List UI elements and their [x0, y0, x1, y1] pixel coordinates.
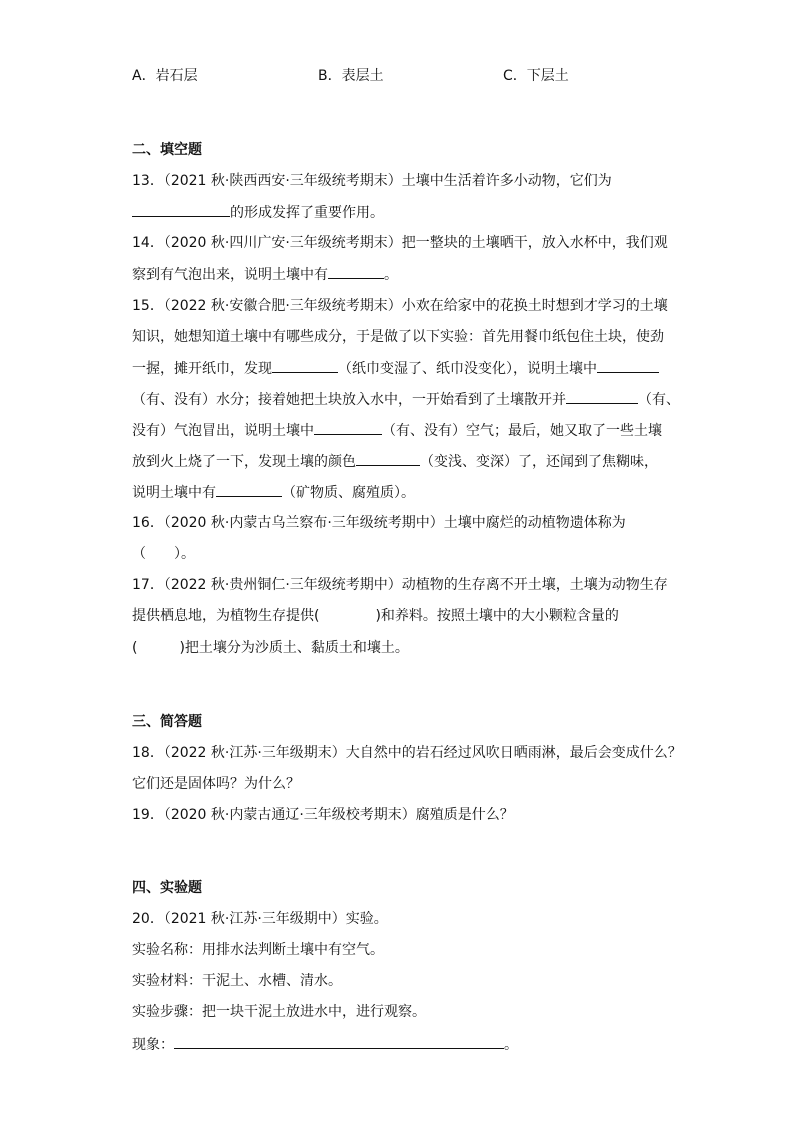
option-a: A．岩石层 [132, 68, 198, 84]
answer-blank[interactable] [216, 482, 282, 497]
q15-line-6: 放到火上烧了一下，发现土壤的颜色 （变浅、变深）了，还闻到了焦糊味， [132, 451, 658, 472]
q15-line-1: 15．（2022 秋·安徽合肥·三年级统考期末）小欢在给家中的花换土时想到才学习的土壤 [132, 298, 668, 314]
option-b: B．表层土 [318, 68, 384, 84]
q17-line-3: ( )把土壤分为沙质土、黏质土和壤土。 [132, 640, 409, 656]
answer-blank[interactable] [174, 1034, 504, 1049]
q16-line-1: 16．（2020 秋·内蒙古乌兰察布·三年级统考期中）土壤中腐烂的动植物遗体称为 [132, 515, 626, 531]
q15-line-2: 知识，她想知道土壤中有哪些成分，于是做了以下实验：首先用餐巾纸包住土块，使劲 [132, 329, 664, 345]
q20-line-2: 实验名称：用排水法判断土壤中有空气。 [132, 942, 384, 958]
q18-line-1: 18．（2022 秋·江苏·三年级期末）大自然中的岩石经过风吹日晒雨淋，最后会变成什么？ [132, 745, 682, 761]
q15-line-4: （有、没有）水分；接着她把土块放入水中，一开始看到了土壤散开并 （有、 [132, 389, 680, 410]
q16-line-2: （ ）。 [132, 546, 195, 562]
q14-line-2: 察到有气泡出来，说明土壤中有 。 [132, 264, 398, 285]
q15-line-3: 一握，摊开纸巾，发现 （纸巾变湿了、纸巾没变化），说明土壤中 [132, 358, 659, 379]
option-c: C．下层土 [503, 68, 569, 84]
q15-line-7: 说明土壤中有 （矿物质、腐殖质）。 [132, 482, 415, 503]
answer-blank[interactable] [272, 358, 338, 373]
answer-blank[interactable] [356, 451, 420, 466]
answer-blank[interactable] [566, 389, 638, 404]
q17-line-2: 提供栖息地，为植物生存提供( )和养料。按照土壤中的大小颗粒含量的 [132, 608, 619, 624]
q14-line-1: 14．（2020 秋·四川广安·三年级统考期末）把一整块的土壤晒干，放入水杯中，我们观 [132, 235, 668, 251]
q13-line-1: 13．（2021 秋·陕西西安·三年级统考期末）土壤中生活着许多小动物，它们为 [132, 173, 612, 189]
q13-line-2: 的形成发挥了重要作用。 [132, 202, 384, 223]
answer-blank[interactable] [328, 264, 384, 279]
section-heading-short: 三、简答题 [132, 714, 202, 730]
answer-blank[interactable] [597, 358, 659, 373]
q20-line-1: 20．（2021 秋·江苏·三年级期中）实验。 [132, 911, 388, 927]
q20-line-4: 实验步骤：把一块干泥土放进水中，进行观察。 [132, 1004, 426, 1020]
q18-line-2: 它们还是固体吗？为什么？ [132, 776, 300, 792]
q17-line-1: 17．（2022 秋·贵州铜仁·三年级统考期中）动植物的生存离不开土壤，土壤为动物生存 [132, 577, 668, 593]
section-heading-exp: 四、实验题 [132, 880, 202, 896]
q20-line-3: 实验材料：干泥土、水槽、清水。 [132, 973, 342, 989]
q15-line-5: 没有）气泡冒出，说明土壤中 （有、没有）空气；最后，她又取了一些土壤 [132, 420, 662, 441]
q19-line-1: 19．（2020 秋·内蒙古通辽·三年级校考期末）腐殖质是什么？ [132, 807, 514, 823]
section-heading-fill: 二、填空题 [132, 142, 202, 158]
q20-line-5: 现象： 。 [132, 1034, 518, 1055]
answer-blank[interactable] [132, 202, 230, 217]
answer-blank[interactable] [314, 420, 382, 435]
